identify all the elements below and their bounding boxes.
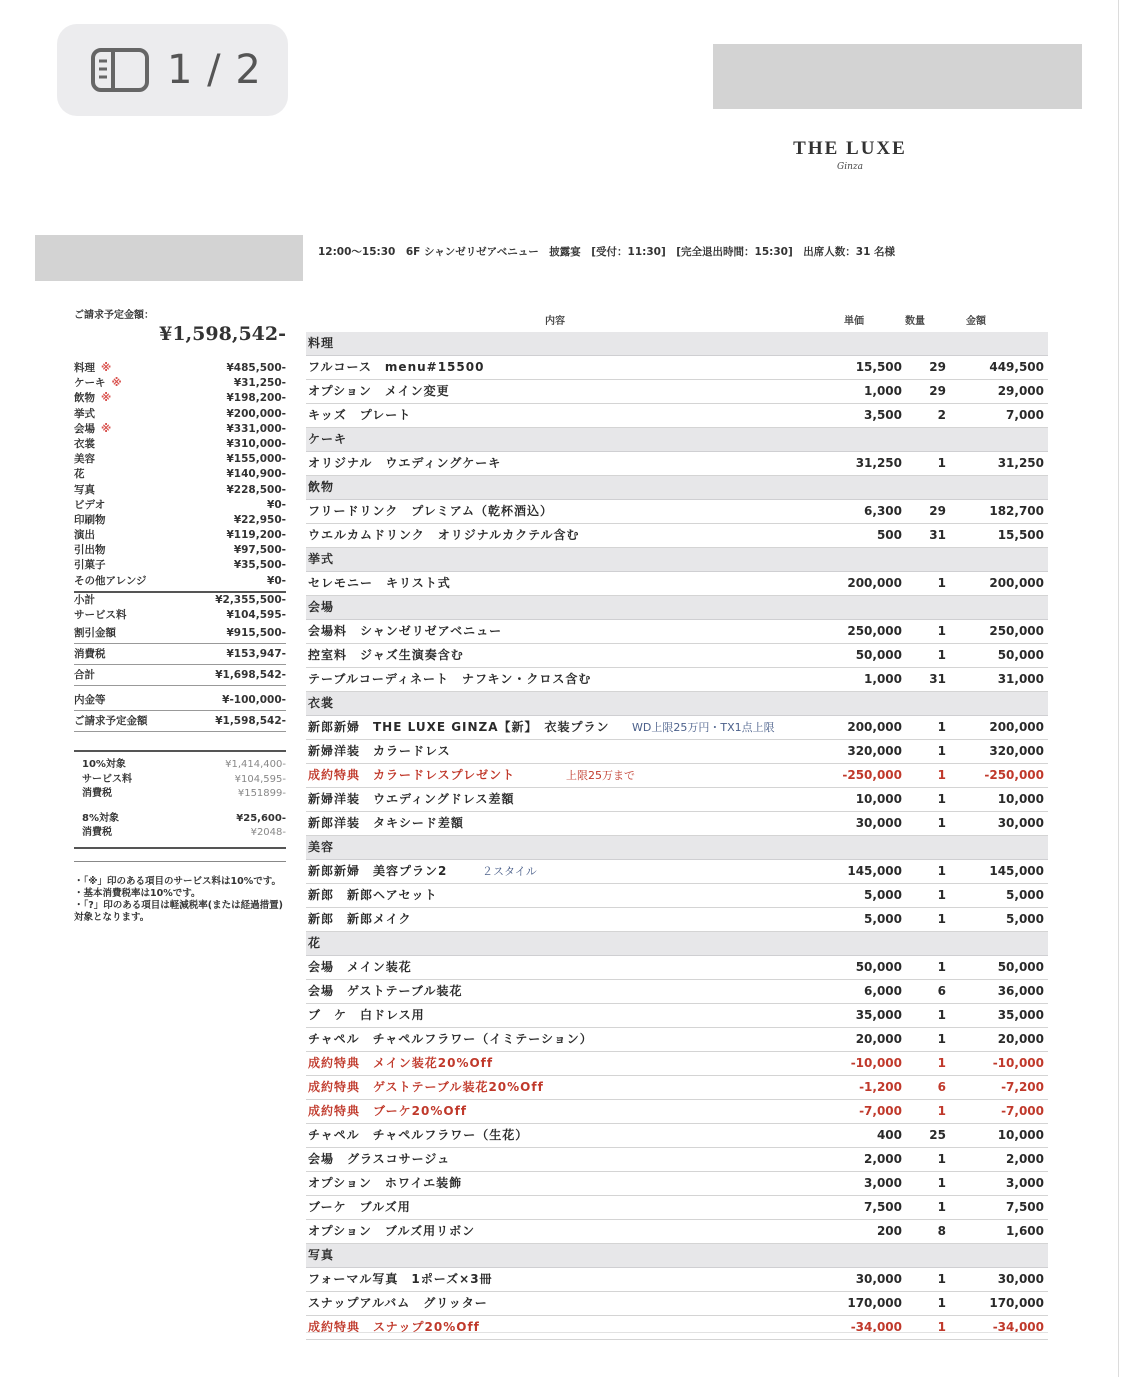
item-unit-price: 250,000	[847, 624, 902, 638]
tax-amount: ¥153,947-	[226, 648, 286, 661]
summary-items	[74, 361, 286, 589]
item-desc: オプション ブルズ用リボン	[308, 1224, 476, 1238]
summary-item-amount: ¥22,950-	[233, 513, 286, 526]
table-row	[306, 1100, 1048, 1124]
item-desc: 成約特典 メイン装花20%Off	[308, 1056, 494, 1070]
item-unit-price: 20,000	[855, 1032, 902, 1046]
item-qty: 1	[937, 792, 946, 806]
item-desc: フリードリンク プレミアム（乾杯酒込）	[308, 504, 553, 518]
item-qty: 1	[937, 912, 946, 926]
table-row	[306, 620, 1048, 644]
summary-item-label: その他アレンジ	[74, 574, 147, 587]
summary-item	[74, 452, 286, 467]
tax-breakdown	[74, 750, 286, 849]
table-row	[306, 1028, 1048, 1052]
table-row	[306, 884, 1048, 908]
header-unit: 単価	[844, 316, 864, 327]
summary-item-amount: ¥331,000-	[226, 422, 286, 435]
summary-item-mark: ※	[111, 377, 122, 390]
table-row	[306, 1196, 1048, 1220]
item-amount: 200,000	[989, 720, 1044, 734]
item-unit-price: 30,000	[855, 1272, 902, 1286]
item-amount: 10,000	[997, 1128, 1044, 1142]
table-row	[306, 788, 1048, 812]
item-note: WD上限25万円・TX1点上限	[632, 721, 775, 734]
note-line: ・基本消費税率は10%です。	[74, 887, 201, 899]
category-label: ケーキ	[308, 432, 348, 446]
item-qty: 25	[929, 1128, 946, 1142]
item-amount: 31,000	[997, 672, 1044, 686]
table-row	[306, 1268, 1048, 1292]
item-desc: 新郎新婦 美容プラン2	[308, 864, 448, 878]
summary-item-label: 挙式	[74, 407, 95, 420]
item-unit-price: 30,000	[855, 816, 902, 830]
summary-item-amount: ¥35,500-	[233, 559, 286, 572]
item-desc: ブーケ ブルズ用	[308, 1200, 411, 1214]
item-amount: 5,000	[1006, 912, 1044, 926]
redacted-name	[35, 235, 303, 281]
item-unit-price: 50,000	[855, 960, 902, 974]
summary-item-label: 料理	[74, 362, 95, 374]
table-row	[306, 1124, 1048, 1148]
item-unit-price: 145,000	[847, 864, 902, 878]
summary-item-label: 飲物	[74, 392, 95, 405]
page-edge	[1118, 0, 1119, 1377]
item-desc: ウエルカムドリンク オリジナルカクテル含む	[308, 528, 580, 542]
item-desc: 会場 メイン装花	[308, 960, 412, 974]
tax8-label: 消費税	[82, 827, 112, 839]
table-row	[306, 740, 1048, 764]
table-row	[306, 644, 1048, 668]
item-desc: オプション メイン変更	[308, 384, 450, 398]
note-line: ・「?」印のある項目は軽減税率(または経過措置)対象となります。	[74, 899, 283, 923]
table-row	[306, 956, 1048, 980]
item-unit-price: 31,250	[855, 456, 902, 470]
item-unit-price: 320,000	[847, 744, 902, 758]
item-desc: 成約特典 カラードレスプレゼント	[308, 768, 516, 782]
summary-item-amount: ¥31,250-	[233, 377, 286, 390]
tax10-target-label: 10%対象	[82, 759, 126, 771]
summary-item-amount: ¥198,200-	[226, 392, 286, 405]
discount-label: 割引金額	[74, 627, 116, 640]
item-qty: 1	[937, 456, 946, 470]
tax-label: 消費税	[74, 648, 106, 661]
item-desc: オリジナル ウエディングケーキ	[308, 456, 502, 470]
header-desc: 内容	[545, 316, 565, 327]
item-desc: 会場 ゲストテーブル装花	[308, 984, 463, 998]
tax8-target-label: 8%対象	[82, 812, 119, 824]
summary-item-amount: ¥0-	[267, 498, 286, 511]
table-row	[306, 1076, 1048, 1100]
category-row	[306, 932, 1048, 956]
item-desc: 新婦洋装 ウエディングドレス差額	[308, 792, 515, 806]
summary-item-label: 会場	[74, 422, 95, 435]
item-amount: 36,000	[997, 984, 1044, 998]
item-unit-price: 35,000	[855, 1008, 902, 1022]
item-desc: 新郎 新郎メイク	[308, 912, 412, 926]
item-unit-price: 200,000	[847, 720, 902, 734]
item-note: 上限25万まで	[566, 769, 635, 782]
category-row	[306, 596, 1048, 620]
item-note: ２スタイル	[482, 865, 537, 878]
summary-item-label: 花	[74, 468, 85, 481]
category-label: 美容	[308, 840, 335, 854]
header-amount: 金額	[966, 316, 986, 327]
summary-item-mark: ※	[101, 362, 112, 374]
summary-item-label: 引出物	[74, 544, 106, 557]
item-desc: 会場 グラスコサージュ	[308, 1152, 451, 1166]
item-amount: 3,000	[1006, 1176, 1044, 1190]
item-unit-price: 7,500	[864, 1200, 902, 1214]
category-row	[306, 332, 1048, 356]
category-row	[306, 428, 1048, 452]
summary-totals	[74, 591, 286, 732]
deposit-label: 内金等	[74, 694, 106, 707]
item-qty: 1	[937, 888, 946, 902]
item-unit-price: 400	[876, 1128, 902, 1142]
table-row	[306, 1148, 1048, 1172]
summary-item	[74, 376, 286, 391]
item-qty: 29	[929, 504, 946, 518]
item-amount: 200,000	[989, 576, 1044, 590]
category-row	[306, 1244, 1048, 1268]
item-amount: 29,000	[997, 384, 1044, 398]
table-row	[306, 572, 1048, 596]
summary-item-label: 演出	[74, 529, 95, 542]
summary-item-amount: ¥0-	[267, 574, 286, 587]
item-qty: 1	[937, 1272, 946, 1286]
item-qty: 1	[937, 1032, 946, 1046]
item-unit-price: 10,000	[855, 792, 902, 806]
line-items-table	[306, 332, 1048, 1340]
table-row	[306, 1220, 1048, 1244]
item-unit-price: 500	[876, 528, 902, 542]
item-amount: -34,000	[992, 1320, 1044, 1334]
item-amount: 449,500	[989, 360, 1044, 374]
item-amount: 10,000	[997, 792, 1044, 806]
page-count: 1 / 2	[167, 47, 262, 93]
table-row	[306, 764, 1048, 788]
summary-item	[74, 467, 286, 482]
item-qty: 1	[937, 960, 946, 974]
item-unit-price: 3,000	[864, 1176, 902, 1190]
item-desc: フルコース menu#15500	[308, 360, 485, 374]
tax10-amount: ¥151899-	[237, 788, 286, 800]
subtotal-label: 小計	[74, 593, 95, 606]
tax-service-amount: ¥104,595-	[234, 773, 286, 785]
header-qty: 数量	[905, 316, 925, 327]
item-qty: 29	[929, 360, 946, 374]
item-qty: 1	[937, 864, 946, 878]
table-row	[306, 500, 1048, 524]
item-amount: 182,700	[989, 504, 1044, 518]
item-qty: 29	[929, 384, 946, 398]
item-unit-price: -34,000	[850, 1320, 902, 1334]
item-amount: -7,000	[1001, 1104, 1044, 1118]
item-desc: 新郎新婦 THE LUXE GINZA【新】 衣装プラン	[308, 720, 610, 734]
item-qty: 1	[937, 744, 946, 758]
category-row	[306, 836, 1048, 860]
summary-item-label: ケーキ	[74, 377, 106, 390]
item-desc: チャペル チャペルフラワー（生花）	[308, 1128, 529, 1142]
item-unit-price: 5,000	[864, 912, 902, 926]
summary-item	[74, 361, 286, 376]
summary-item	[74, 498, 286, 513]
item-qty: 1	[937, 1056, 946, 1070]
item-desc: オプション ホワイエ装飾	[308, 1176, 463, 1190]
table-row	[306, 452, 1048, 476]
tax8-amount: ¥2048-	[250, 827, 286, 839]
item-amount: -250,000	[984, 768, 1044, 782]
summary-item-mark: ※	[101, 422, 112, 435]
item-unit-price: 5,000	[864, 888, 902, 902]
table-row	[306, 860, 1048, 884]
summary-item-label: ビデオ	[74, 498, 106, 511]
item-amount: 20,000	[997, 1032, 1044, 1046]
item-desc: 新婦洋装 カラードレス	[308, 744, 451, 758]
summary-item	[74, 528, 286, 543]
summary-item-amount: ¥310,000-	[226, 437, 286, 450]
category-label: 会場	[308, 600, 335, 614]
item-desc: チャペル チャペルフラワー（イミテーション）	[308, 1032, 593, 1046]
sum-amount: ¥1,698,542-	[215, 669, 286, 682]
table-row	[306, 524, 1048, 548]
summary-item-amount: ¥155,000-	[226, 453, 286, 466]
category-label: 写真	[308, 1248, 335, 1262]
summary-item-mark: ※	[101, 392, 112, 405]
sum-label: 合計	[74, 669, 95, 682]
summary-item-label: 印刷物	[74, 513, 106, 526]
billing-summary	[74, 306, 286, 924]
item-qty: 1	[937, 1152, 946, 1166]
service-amount: ¥104,595-	[226, 609, 286, 621]
bottom-rule	[306, 1332, 1048, 1333]
category-label: 飲物	[308, 480, 335, 494]
brand-sub: Ginza	[837, 162, 863, 172]
deposit-amount: ¥-100,000-	[222, 694, 286, 707]
summary-item	[74, 407, 286, 422]
tax8-target-amount: ¥25,600-	[236, 812, 286, 824]
item-qty: 2	[937, 408, 946, 422]
item-qty: 31	[929, 528, 946, 542]
final-amount: ¥1,598,542-	[215, 715, 286, 728]
item-qty: 1	[937, 648, 946, 662]
item-unit-price: 50,000	[855, 648, 902, 662]
summary-item-amount: ¥200,000-	[226, 407, 286, 420]
summary-item-label: 美容	[74, 453, 95, 466]
brand-name: THE LUXE	[793, 138, 907, 159]
tax10-label: 消費税	[82, 788, 112, 800]
sidebar-icon[interactable]	[91, 48, 149, 92]
summary-item-label: 写真	[74, 483, 95, 496]
item-desc: 成約特典 ゲストテーブル装花20%Off	[308, 1080, 544, 1094]
category-row	[306, 548, 1048, 572]
item-desc: 新郎 新郎ヘアセット	[308, 888, 438, 902]
item-unit-price: 1,000	[864, 384, 902, 398]
item-qty: 1	[937, 1176, 946, 1190]
item-amount: 30,000	[997, 1272, 1044, 1286]
item-amount: 50,000	[997, 960, 1044, 974]
item-amount: 250,000	[989, 624, 1044, 638]
item-amount: 145,000	[989, 864, 1044, 878]
item-desc: テーブルコーディネート ナフキン・クロス含む	[308, 672, 592, 686]
item-unit-price: 1,000	[864, 672, 902, 686]
table-row	[306, 1004, 1048, 1028]
category-row	[306, 692, 1048, 716]
item-desc: セレモニー キリスト式	[308, 576, 451, 590]
item-qty: 31	[929, 672, 946, 686]
item-desc: 控室料 ジャズ生演奏含む	[308, 648, 464, 662]
item-amount: 5,000	[1006, 888, 1044, 902]
item-unit-price: 6,300	[864, 504, 902, 518]
summary-item	[74, 574, 286, 589]
item-desc: 会場料 シャンゼリゼアベニュー	[308, 624, 503, 638]
item-amount: 1,600	[1006, 1224, 1044, 1238]
summary-item-amount: ¥140,900-	[226, 468, 286, 481]
table-row	[306, 716, 1048, 740]
item-qty: 1	[937, 1296, 946, 1310]
redacted-block	[713, 44, 1082, 109]
item-unit-price: -10,000	[850, 1056, 902, 1070]
table-row	[306, 980, 1048, 1004]
table-row	[306, 812, 1048, 836]
item-desc: ブ ケ 白ドレス用	[308, 1008, 425, 1022]
item-unit-price: 200	[876, 1224, 902, 1238]
item-qty: 8	[937, 1224, 946, 1238]
item-unit-price: 15,500	[855, 360, 902, 374]
table-row	[306, 1292, 1048, 1316]
item-amount: 35,000	[997, 1008, 1044, 1022]
item-desc: フォーマル写真 1ポーズ×3冊	[308, 1272, 493, 1286]
item-unit-price: 6,000	[864, 984, 902, 998]
item-amount: 7,500	[1006, 1200, 1044, 1214]
item-qty: 1	[937, 816, 946, 830]
item-amount: 31,250	[997, 456, 1044, 470]
event-info: 12:00〜15:30 6F シャンゼリゼアベニュー 披露宴 [受付：11:30] [完全退出時間：15:30] 出席人数：31 名様	[318, 246, 896, 258]
item-amount: -10,000	[992, 1056, 1044, 1070]
summary-item	[74, 543, 286, 558]
final-label: ご請求予定金額	[74, 715, 148, 728]
category-label: 衣裳	[308, 696, 335, 710]
item-qty: 6	[937, 984, 946, 998]
item-unit-price: -250,000	[842, 768, 902, 782]
tax-service-label: サービス料	[82, 773, 132, 785]
note-line: ・「※」印のある項目のサービス料は10%です。	[74, 875, 281, 887]
item-unit-price: 3,500	[864, 408, 902, 422]
category-row	[306, 476, 1048, 500]
category-label: 花	[308, 936, 322, 950]
item-desc: スナップアルバム グリッター	[308, 1296, 488, 1310]
service-label: サービス料	[74, 609, 127, 621]
item-desc: 成約特典 ブーケ20%Off	[308, 1104, 468, 1118]
item-unit-price: -1,200	[859, 1080, 902, 1094]
item-desc: 新郎洋装 タキシード差額	[308, 816, 464, 830]
item-amount: 7,000	[1006, 408, 1044, 422]
item-amount: -7,200	[1001, 1080, 1044, 1094]
summary-item-label: 衣裳	[74, 437, 95, 450]
summary-item-amount: ¥228,500-	[226, 483, 286, 496]
category-label: 料理	[308, 336, 335, 350]
discount-amount: ¥915,500-	[226, 627, 286, 640]
item-amount: 170,000	[989, 1296, 1044, 1310]
table-row	[306, 1052, 1048, 1076]
summary-item-label: 引菓子	[74, 559, 106, 572]
table-row	[306, 908, 1048, 932]
item-unit-price: 200,000	[847, 576, 902, 590]
item-qty: 1	[937, 768, 946, 782]
item-qty: 1	[937, 1104, 946, 1118]
item-qty: 1	[937, 576, 946, 590]
item-amount: 320,000	[989, 744, 1044, 758]
page-indicator[interactable]	[57, 24, 288, 116]
item-desc: 成約特典 スナップ20%Off	[308, 1320, 480, 1334]
item-qty: 1	[937, 1320, 946, 1334]
item-desc: キッズ プレート	[308, 408, 412, 422]
summary-item	[74, 391, 286, 406]
summary-item	[74, 513, 286, 528]
summary-item-amount: ¥119,200-	[226, 529, 286, 542]
item-qty: 1	[937, 1008, 946, 1022]
summary-item	[74, 422, 286, 437]
table-row	[306, 1172, 1048, 1196]
summary-item	[74, 558, 286, 573]
category-label: 挙式	[308, 552, 335, 566]
table-row	[306, 1316, 1048, 1340]
item-qty: 1	[937, 720, 946, 734]
total-amount: ¥1,598,542-	[159, 323, 286, 345]
notes	[74, 861, 286, 924]
item-amount: 50,000	[997, 648, 1044, 662]
item-unit-price: 2,000	[864, 1152, 902, 1166]
item-unit-price: 170,000	[847, 1296, 902, 1310]
tax10-target-amount: ¥1,414,400-	[225, 759, 286, 771]
summary-item	[74, 483, 286, 498]
table-row	[306, 668, 1048, 692]
summary-item	[74, 437, 286, 452]
item-unit-price: -7,000	[859, 1104, 902, 1118]
brand-logo	[790, 138, 910, 172]
total-label: ご請求予定金額：	[74, 310, 154, 321]
summary-item-amount: ¥485,500-	[226, 362, 286, 374]
item-amount: 15,500	[997, 528, 1044, 542]
table-row	[306, 380, 1048, 404]
table-row	[306, 404, 1048, 428]
item-qty: 1	[937, 1200, 946, 1214]
item-qty: 1	[937, 624, 946, 638]
item-amount: 2,000	[1006, 1152, 1044, 1166]
item-qty: 6	[937, 1080, 946, 1094]
item-amount: 30,000	[997, 816, 1044, 830]
summary-item-amount: ¥97,500-	[233, 544, 286, 557]
subtotal-amount: ¥2,355,500-	[215, 593, 286, 606]
table-row	[306, 356, 1048, 380]
